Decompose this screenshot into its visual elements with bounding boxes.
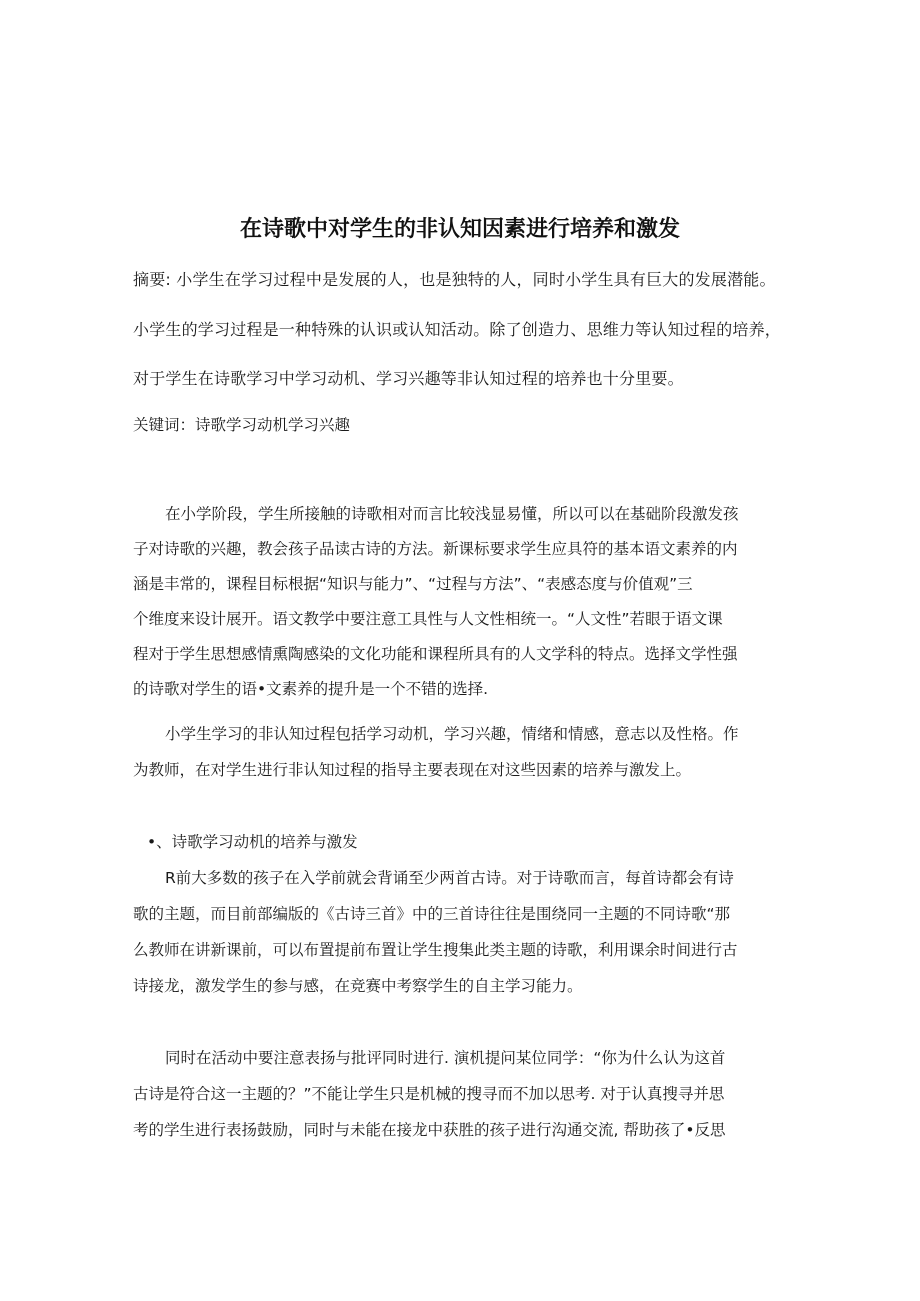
- abstract-line-3: 对于学生在诗歌学习中学习动机、学习兴趣等非认知过程的培养也十分里要。: [133, 369, 684, 388]
- paragraph-1-line-4: 个维度来设计展开。语文教学中要注意工具性与人文性相统一。“人文性”若眼于语文课: [133, 610, 723, 628]
- document-title: 在诗歌中对学生的非认知因素进行培养和激发: [239, 217, 680, 242]
- paragraph-4-line-2: 古诗是符合这一主题的？”不能让学生只是机械的搜寻而不加以思考. 对于认真搜寻并思: [133, 1085, 725, 1103]
- paragraph-1-line-6: 的诗歌对学生的语•文素养的提升是一个不错的选择.: [133, 680, 489, 698]
- paragraph-2-line-2: 为教师，在对学生进行非认知过程的指导主要表现在对这些因素的培养与激发上。: [133, 761, 692, 779]
- paragraph-3-line-2: 歌的主题，而目前部编版的《古诗三首》中的三首诗往往是围绕同一主题的不同诗歌“那: [133, 905, 731, 923]
- paragraph-3-line-3: 么教师在讲新课前，可以布置提前布置让学生搜集此类主题的诗歌，利用课余时间进行古: [133, 941, 738, 959]
- paragraph-2-line-1: 小学生学习的非认知过程包括学习动机，学习兴趣，情绪和情感，意志以及性格。作: [165, 725, 739, 743]
- paragraph-3-line-4: 诗接龙，激发学生的参与感，在竞赛中考察学生的自主学习能力。: [133, 977, 583, 995]
- paragraph-1-line-1: 在小学阶段，学生所接触的诗歌相对而言比较浅显易懂，所以可以在基础阶段激发孩: [165, 505, 739, 523]
- keywords: 关键词：诗歌学习动机学习兴趣: [133, 416, 351, 434]
- paragraph-1-line-5: 程对于学生思想感情熏陶感染的文化功能和课程所具有的人文学科的特点。选择文学性强: [133, 645, 738, 663]
- abstract-line-2: 小学生的学习过程是一种特殊的认识或认知活动。除了创造力、思维力等认知过程的培养，: [133, 320, 782, 339]
- paragraph-3-line-1: R前大多数的孩子在入学前就会背诵至少两首古诗。对于诗歌而言，每首诗都会有诗: [165, 869, 734, 887]
- paragraph-1-line-3: 涵是丰常的，课程目标根据“知识与能力”、“过程与方法”、“表感态度与价值观”三: [133, 575, 693, 593]
- abstract-line-1: 摘要: 小学生在学习过程中是发展的人，也是独特的人，同时小学生具有巨大的发展潜能。: [133, 270, 776, 289]
- paragraph-4-line-3: 考的学生进行表扬鼓励，同时与未能在接龙中获胜的孩子进行沟通交流, 帮助孩了•反思: [133, 1121, 726, 1139]
- paragraph-1-line-2: 子对诗歌的兴趣，教会孩子品读古诗的方法。新课标要求学生应具符的基本语文素养的内: [133, 540, 738, 558]
- section-1-heading: •、诗歌学习动机的培养与激发: [147, 833, 358, 851]
- paragraph-4-line-1: 同时在活动中要注意表扬与批评同时进行. 演机提问某位同学：“你为什么认为这首: [165, 1049, 726, 1067]
